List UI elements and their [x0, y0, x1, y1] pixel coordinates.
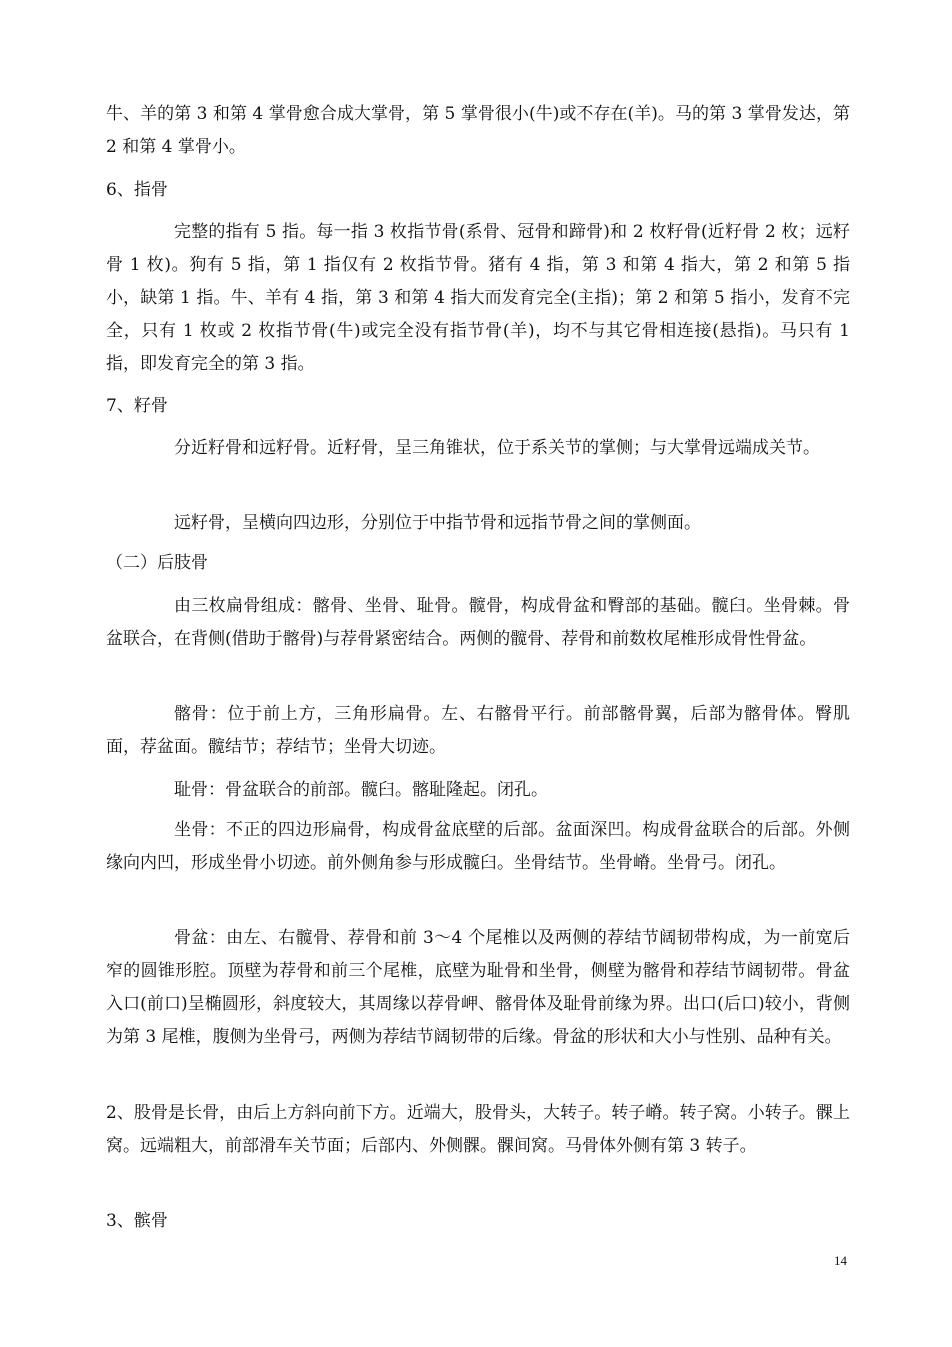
- paragraph-digit-bones: 完整的指有 5 指。每一指 3 枚指节骨(系骨、冠骨和蹄骨)和 2 枚籽骨(近籽骨 2 枚；远籽骨 1 枚)。狗有 5 指，第 1 指仅有 2 枚指节骨。猪有 4 指，第 3 和第 4 指大，第 2 和第 5 指小，缺第 1 指。牛、羊有 4 指，第 3 和第 4 指大而发育完全(主指)；第 2 和第 5 指小，发育不完全，只有 1 枚或 2 枚指节骨(牛)或完全没有指节骨(羊)，均不与其它骨相连接(悬指)。马只有 1 指，即发育完全的第 3 指。: [106, 222, 850, 374]
- paragraph-proximal-sesamoid: 分近籽骨和远籽骨。近籽骨，呈三角锥状，位于系关节的掌侧；与大掌骨远端成关节。: [174, 438, 820, 458]
- paragraph-pelvis: 骨盆：由左、右髋骨、荐骨和前 3～4 个尾椎以及两侧的荐结节阔韧带构成，为一前宽后窄的圆锥形腔。顶壁为荐骨和前三个尾椎，底壁为耻骨和坐骨，侧壁为髂骨和荐结节阔韧带。骨盆入口(前口)呈椭圆形，斜度较大，其周缘以荐骨岬、髂骨体及耻骨前缘为界。出口(后口)较小，背侧为第 3 尾椎，腹侧为坐骨弓，两侧为荐结节阔韧带的后缘。骨盆的形状和大小与性别、品种有关。: [106, 928, 850, 1047]
- heading-digit-bones: 6、指骨: [106, 180, 168, 200]
- paragraph-distal-sesamoid: 远籽骨，呈横向四边形，分别位于中指节骨和远指节骨之间的掌侧面。: [174, 513, 701, 533]
- paragraph-hip-bone: 由三枚扁骨组成：髂骨、坐骨、耻骨。髋骨，构成骨盆和臀部的基础。髋臼。坐骨棘。骨盆联合，在背侧(借助于髂骨)与荐骨紧密结合。两侧的髋骨、荐骨和前数枚尾椎形成骨性骨盆。: [106, 596, 850, 649]
- paragraph-ilium: 髂骨：位于前上方，三角形扁骨。左、右髂骨平行。前部髂骨翼，后部为髂骨体。臀肌面，荐盆面。髋结节；荐结节；坐骨大切迹。: [106, 704, 850, 757]
- heading-sesamoid: 7、籽骨: [106, 396, 168, 416]
- heading-hindlimb: （二）后肢骨: [106, 553, 208, 573]
- page-number: 14: [834, 1253, 847, 1268]
- heading-patella: 3、髌骨: [106, 1211, 168, 1231]
- paragraph-femur: 2、股骨是长骨，由后上方斜向前下方。近端大，股骨头，大转子。转子嵴。转子窝。小转子。髁上窝。远端粗大，前部滑车关节面；后部内、外侧髁。髁间窝。马骨体外侧有第 3 转子。: [106, 1103, 850, 1156]
- paragraph-metacarpal: 牛、羊的第 3 和第 4 掌骨愈合成大掌骨，第 5 掌骨很小(牛)或不存在(羊)。马的第 3 掌骨发达，第 2 和第 4 掌骨小。: [106, 104, 850, 157]
- paragraph-pubis: 耻骨：骨盆联合的前部。髋臼。髂耻隆起。闭孔。: [174, 780, 548, 800]
- paragraph-ischium: 坐骨：不正的四边形扁骨，构成骨盆底壁的后部。盆面深凹。构成骨盆联合的后部。外侧缘向内凹，形成坐骨小切迹。前外侧角参与形成髋臼。坐骨结节。坐骨嵴。坐骨弓。闭孔。: [106, 820, 850, 873]
